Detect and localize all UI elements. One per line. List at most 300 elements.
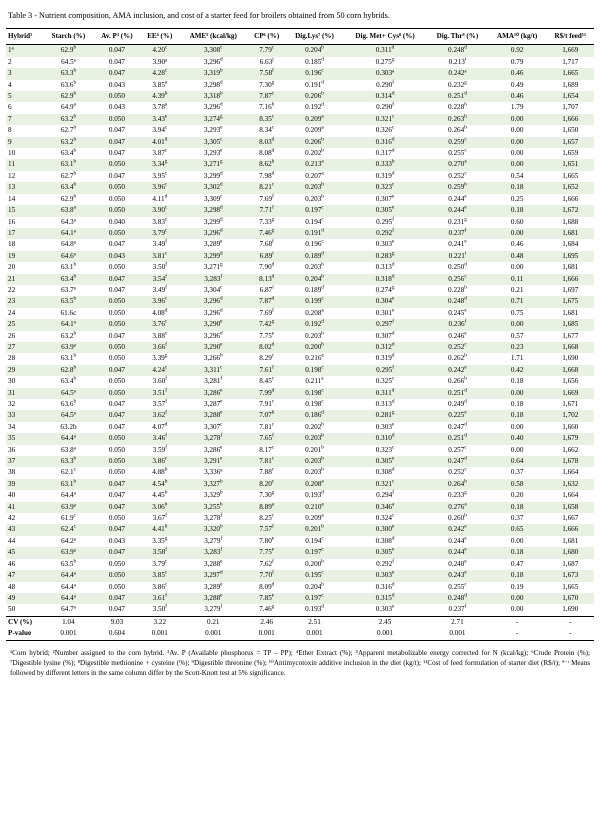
cell-value: 62.9$^b$ [43,91,93,102]
cell-value: 0.281$^g$ [343,410,427,421]
cell-value: 63.5$^b$ [43,296,93,307]
cell-value: 7.57$^f$ [247,524,286,535]
cell-stat-value: - [547,628,594,640]
cell-value: 7.30$^g$ [259,489,275,500]
cell-value: 0.242e [427,524,488,535]
cell-value: 3,336ª [204,468,223,477]
cell-value: 0.189$^d$ [286,251,343,262]
cell-value: 3,299$^d$ [203,216,223,226]
cell-value: 3,299$^d$ [203,170,223,180]
column-header-ama: AMA¹⁰ (kg/t) [488,29,547,45]
cell-value: 0.57 [510,331,524,340]
table-row [6,239,594,250]
cell-value: 0.047 [93,479,140,490]
table-row [6,68,594,79]
cell-value: 0.292$^f$ [376,558,394,568]
cell-value: 0.207$^a$ [305,170,324,180]
column-header-ame: AME⁵ (kcal/kg) [179,29,247,45]
cell-hybrid: 34 [8,422,16,431]
cell-value: 0.236$^f$ [427,319,488,330]
cell-value: 0.050 [93,114,140,125]
cell-value: 3,266$^h$ [203,352,223,363]
cell-value: 7.87$^d$ [247,296,286,307]
cell-value: 4.39$^b$ [140,91,179,102]
cell-value: 0.245e [448,307,467,317]
cell-hybrid: 18 [8,240,16,249]
cell-value: 0.206$^b$ [286,137,343,148]
cell-value: 0.047 [108,57,125,66]
cell-value: 4.08$^d$ [152,307,168,317]
cell-value: 0.54 [510,171,524,180]
table-row [6,467,594,478]
cell-hybrid: 29 [6,365,43,376]
cell-value: 0.00 [510,126,524,135]
cell-value: 3,293e [203,147,223,158]
cell-value: 0.46 [510,240,524,249]
table-row [6,456,594,467]
cell-stat-value: - [547,616,594,628]
cell-hybrid: 32 [8,400,16,408]
cell-value: 8.03$^d$ [247,137,286,148]
cell-value: 0.197$^c$ [286,593,343,604]
cell-value: 3,290e [179,319,247,330]
cell-value: 0.050 [108,559,125,568]
cell-value: 0.050 [93,296,140,307]
cell-value: 3.79$^c$ [140,228,179,239]
cell-hybrid: 44 [8,536,16,545]
cell-hybrid: 45 [6,547,43,558]
cell-value: 0.40 [488,433,547,444]
cell-value: 1,680 [547,547,594,558]
cell-value: 0.75 [510,308,524,317]
cell-value: 0.198$^c$ [286,365,343,376]
cell-value: 4.01$^d$ [140,137,179,148]
cell-stat-value: 2.71 [427,616,488,628]
cell-stat-value: 1.04 [43,616,93,628]
cell-value: 0.00 [488,593,547,604]
cell-value: 0.047 [108,422,125,431]
cell-value: 0.204$^b$ [286,45,343,57]
cell-value: 0.202$^b$ [305,421,324,431]
cell-value: 8.35$^c$ [247,114,286,125]
cell-value: 0.047 [93,502,140,513]
cell-value: 0.250$^d$ [448,261,467,272]
cell-value: 3.35$^g$ [152,535,168,545]
cell-value: 0.48 [488,251,547,262]
cell-value: 0.231$^g$ [448,216,467,226]
table-row [6,410,594,421]
cell-value: 3,297$^d$ [179,570,247,581]
cell-value: 64.5ª [43,410,93,421]
cell-hybrid: 24 [8,308,16,317]
cell-value: 1,665 [547,68,594,79]
cell-value: 3.34$^g$ [140,159,179,170]
cell-value: 0.319$^d$ [375,170,395,180]
cell-value: 0.248$^d$ [427,593,488,604]
cell-value: 64.7ª [61,605,76,614]
cell-value: 0.047 [108,149,125,158]
cell-value: 1,675 [547,296,594,307]
cell-value: 0.290$^f$ [376,102,394,112]
cell-value: 3,271$^g$ [203,261,223,272]
cell-value: 64.5ª [61,57,76,66]
cell-value: 1,666 [547,524,594,535]
cell-hybrid: 39 [6,479,43,490]
column-header-starch: Starch (%) [43,29,93,45]
cell-stat-value: 0.001 [427,628,488,640]
cell-value: 0.244e [427,205,488,216]
cell-value: 3,288e [179,410,247,421]
cell-value: 0.050 [93,319,140,330]
table-row [6,593,594,604]
cell-value: 3.90$^c$ [140,205,179,216]
cell-value: 3.06$^b$ [140,502,179,513]
cell-value: 0.00 [488,388,547,399]
table-row [6,570,594,581]
cell-value: 63.3$^b$ [43,456,93,467]
cell-value: 0.193$^d$ [305,489,324,500]
table-row [6,399,594,410]
cell-value: 8.20$^c$ [247,479,286,490]
cell-hybrid: 35 [6,433,43,444]
cell-value: 63.2$^b$ [43,137,93,148]
cell-value: 64.1ª [43,319,93,330]
cell-value: 1,662 [562,445,579,454]
cell-value: 64.4ª [61,491,76,500]
cell-value: 1,658 [547,502,594,513]
cell-value: 63.1$^b$ [60,261,77,272]
cell-value: 0.251$^d$ [427,433,488,444]
cell-value: 0.00 [488,159,547,170]
cell-value: 0.266$^b$ [448,375,467,386]
cell-value: 0.191$^d$ [286,228,343,239]
cell-stat-label: CV (%) [6,616,43,628]
cell-value: 1,669 [547,45,594,57]
cell-stat-value: 0.001 [179,628,247,640]
cell-hybrid: 12 [8,171,16,180]
cell-value: 0.043 [108,536,125,545]
cell-value: 0.60 [510,217,524,226]
cell-value: 0.050 [108,582,125,591]
cell-value: 0.192$^d$ [286,319,343,330]
cell-value: 3,274$^g$ [179,114,247,125]
cell-value: 7.80e [259,535,275,545]
cell-value: 1,665 [562,582,579,591]
cell-value: 3,296$^d$ [179,228,247,239]
cell-value: 0.204$^b$ [305,581,324,591]
cell-stat-value: - [488,628,547,640]
cell-value: 3.46$^f$ [140,433,179,444]
cell-value: 3,296$^d$ [203,307,223,317]
cell-value: 3.76$^c$ [140,319,179,330]
cell-value: 3,318$^b$ [179,91,247,102]
cell-value: 0.18 [488,182,547,193]
cell-value: 7.69$^f$ [259,307,274,317]
cell-hybrid: 13 [6,182,43,193]
cell-value: 3.43e [140,114,179,125]
cell-value: 0.25 [510,194,524,203]
cell-value: 1,670 [547,593,594,604]
cell-stat-value: 0.001 [343,628,427,640]
cell-value: 1,678 [547,456,594,467]
cell-value: 0.58 [488,479,547,490]
cell-value: 0.259$^c$ [427,137,488,148]
cell-value: 0.18 [510,400,524,408]
cell-value: 3,296$^d$ [203,56,223,66]
cell-value: 1,679 [547,433,594,444]
cell-value: 3,299$^d$ [179,251,247,262]
cell-value: 0.290$^f$ [376,79,394,89]
cell-value: 0.319$^d$ [375,352,395,363]
cell-value: 0.37 [510,514,524,523]
cell-value: 0.305e [343,547,427,558]
cell-value: 0.050 [93,388,140,399]
table-row [6,513,594,524]
table-row [6,148,594,159]
cell-value: 62.9$^b$ [43,45,93,57]
cell-value: 8.45$^c$ [259,375,275,386]
cell-value: 7.69$^f$ [259,193,274,203]
cell-value: 3.96$^c$ [140,182,179,193]
cell-value: 0.259$^b$ [427,182,488,193]
cell-value: 0.040 [108,217,125,226]
cell-value: 0.316$^d$ [343,137,427,148]
cell-value: 7.81$^c$ [247,456,286,467]
cell-value: 0.37 [510,468,524,477]
table-row [6,205,594,216]
table-row [6,536,594,547]
cell-value: 0.294$^f$ [376,489,394,500]
column-header-digestible-lysine: Dig.Lys⁷ (%) [286,29,343,45]
cell-value: 3,279$^f$ [204,535,223,545]
cell-stat-value: - [488,616,547,628]
cell-value: 61.9$^c$ [61,512,76,523]
cell-value: 63.9ª [43,547,93,558]
cell-value: 0.321$^c$ [343,114,427,125]
cell-value: 0.050 [93,91,140,102]
cell-value: 1,668 [547,342,594,353]
cell-value: 7.33$^g$ [259,216,275,226]
cell-value: 3.58$^f$ [140,547,179,558]
cell-value: 7.99$^d$ [247,388,286,399]
cell-value: 1,690 [562,605,579,614]
cell-value: 4.07$^d$ [152,421,168,431]
cell-value: 0.050 [108,263,125,272]
cell-value: 63.1$^b$ [43,159,93,170]
cell-value: 1,664 [562,468,579,477]
cell-value: 1,688 [562,217,579,226]
cell-value: 3.81$^c$ [140,251,179,262]
cell-value: 1,681 [547,228,594,239]
cell-value: 3,288e [203,558,223,568]
cell-value: 0.297$^f$ [343,319,427,330]
cell-value: 0.047 [93,524,140,535]
table-body [6,45,594,640]
table-row [6,331,594,342]
cell-value: 0.316$^d$ [375,581,395,591]
cell-value: 0.46 [488,68,547,79]
cell-hybrid: 6 [8,103,12,112]
cell-value: 3.60$^f$ [152,375,167,386]
cell-value: 0.203$^b$ [286,456,343,467]
cell-value: 3,283$^f$ [179,274,247,285]
cell-value: 64.2ª [61,536,76,545]
cell-value: 3.49$^f$ [152,238,167,249]
cell-value: 0.00 [488,114,547,125]
cell-value: 0.047 [93,45,140,57]
cell-value: 3,279$^f$ [204,603,223,614]
cell-value: 0.79 [510,57,524,66]
cell-value: 1,681 [562,536,579,545]
cell-value: 0.270$^a$ [427,159,488,170]
cell-value: 6.89$^i$ [247,251,286,262]
cell-value: 0.303e [375,421,395,431]
cell-value: 3,296$^d$ [179,296,247,307]
cell-value: 0.292$^f$ [343,228,427,239]
table-row [6,319,594,330]
cell-value: 0.209$^a$ [305,512,324,523]
cell-value: 3,286e [179,388,247,399]
table-row [6,353,594,364]
cell-value: 7.81$^c$ [259,421,275,431]
cell-value: 1,650 [562,126,579,135]
cell-value: 0.050 [108,194,125,203]
cell-value: 3,307$^c$ [203,421,223,431]
cell-value: 0.198$^c$ [286,388,343,399]
cell-value: 8.34$^c$ [259,124,275,135]
cell-value: 3,296$^d$ [203,330,223,340]
cell-value: 0.249$^d$ [448,398,467,408]
cell-value: 1,671 [562,400,579,408]
cell-value: 0.324$^c$ [375,512,395,523]
cell-value: 0.206$^b$ [286,91,343,102]
cell-value: 64.4ª [43,570,93,581]
cell-value: 0.262$^b$ [448,352,467,363]
cell-hybrid: 3 [6,68,43,79]
cell-value: 8.62$^b$ [247,159,286,170]
cell-value: 8.29$^c$ [259,352,275,363]
cell-value: 3,302$^d$ [179,182,247,193]
cell-value: 0.246e [448,330,467,340]
cell-value: 1,677 [562,331,579,340]
cell-value: 7.58$^f$ [247,68,286,79]
cell-value: 0.18 [510,377,524,386]
cell-value: 1,684 [562,240,579,249]
cell-value: 0.00 [510,422,524,431]
cell-value: 62.8$^b$ [43,365,93,376]
table-row [6,388,594,399]
cell-hybrid: 27 [6,342,43,353]
cell-value: 3,255$^h$ [179,502,247,513]
cell-hybrid: 26 [8,331,16,340]
cell-value: 0.050 [93,342,140,353]
cell-value: 0.050 [108,514,125,523]
cell-value: 0.252$^c$ [448,467,467,477]
cell-value: 0.189$^d$ [305,284,324,294]
cell-stat-value: 0.604 [93,628,140,640]
cell-value: 0.200$^b$ [305,558,324,568]
cell-value: 0.043 [93,251,140,262]
cell-value: 3.61$^f$ [140,593,179,604]
cell-value: 0.247$^d$ [427,456,488,467]
cell-value: 63.4$^b$ [43,274,93,285]
cell-hybrid: 36 [8,445,16,454]
cell-value: 0.047 [108,491,125,500]
cell-value: 7.46$^g$ [259,603,275,614]
table-row [6,57,594,68]
cell-value: 0.050 [93,456,140,467]
cell-value: 0.274$^g$ [375,284,395,294]
cell-hybrid: 30 [8,377,16,386]
table-row [6,217,594,228]
cell-value: 0.315$^d$ [343,593,427,604]
cell-value: 0.194$^c$ [305,216,324,226]
cell-value: 0.19 [510,582,524,591]
cell-value: 0.303ª [343,68,427,79]
cell-value: 1,665 [562,171,579,180]
cell-value: 0.318$^d$ [343,274,427,285]
cell-value: 3.50$^f$ [152,261,167,272]
cell-value: 0.307e [375,193,395,203]
cell-hybrid: 25 [6,319,43,330]
cell-hybrid: 31 [6,388,43,399]
cell-value: 3,290e [179,342,247,353]
cell-value: 0.193$^d$ [305,603,324,614]
cell-value: 0.47 [510,559,524,568]
cell-value: 63.4$^b$ [60,147,77,158]
cell-value: 0.23 [488,342,547,353]
cell-value: 0.050 [93,433,140,444]
table-row [6,490,594,501]
table-row [6,376,594,387]
cell-value: 7.75e [259,330,275,340]
cell-value: 8.21$^c$ [247,182,286,193]
cell-hybrid: 2 [8,57,12,66]
cell-value: 3.54$^f$ [140,274,179,285]
cell-value: 64.8ª [61,240,76,249]
cell-value: 0.050 [108,354,125,363]
cell-value: 63.9ª [43,502,93,513]
cell-value: 3,327$^b$ [179,479,247,490]
cell-value: 8.08$^d$ [259,147,275,158]
cell-value: 0.050 [108,468,125,477]
cell-hybrid: 38 [8,468,16,477]
cell-value: 0.242e [427,365,488,376]
cell-value: 0.71 [488,296,547,307]
cell-value: 3,288e [179,593,247,604]
cell-value: 63.1$^b$ [60,352,77,363]
cell-value: 1,659 [562,149,579,158]
cell-value: 3.87$^c$ [152,147,168,158]
cell-value: 0.210$^a$ [286,502,343,513]
cell-hybrid: 15 [6,205,43,216]
cell-hybrid: 1ª [6,45,43,57]
cell-value: 63.8$^a$ [43,205,93,216]
cell-value: 1,668 [547,365,594,376]
cell-value: 1,632 [547,479,594,490]
table-row [6,422,594,433]
cell-value: 0.050 [93,228,140,239]
cell-value: 0.050 [108,377,125,386]
cell-value: 0.203$^b$ [305,330,324,340]
cell-value: 0.232$^g$ [448,79,467,89]
cell-value: 0.203$^b$ [286,182,343,193]
cell-value: 0.211$^a$ [305,375,324,386]
cell-hybrid: 46 [8,559,16,568]
table-row [6,547,594,558]
cell-value: 3,281$^f$ [204,375,223,386]
cell-value: 0.310$^d$ [343,433,427,444]
